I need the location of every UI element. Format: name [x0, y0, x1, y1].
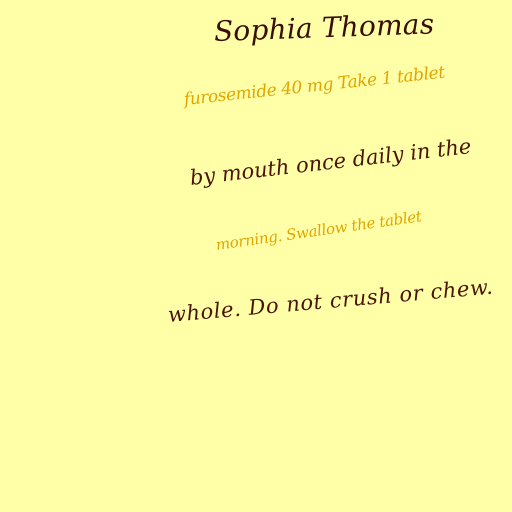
prescription-line-1: furosemide 40 mg Take 1 tablet [182, 62, 446, 110]
patient-name: Sophia Thomas [213, 7, 435, 48]
prescription-line-3: morning. Swallow the tablet [214, 207, 423, 254]
prescription-line-4: whole. Do not crush or chew. [166, 274, 495, 327]
prescription-line-2: by mouth once daily in the [188, 134, 473, 190]
